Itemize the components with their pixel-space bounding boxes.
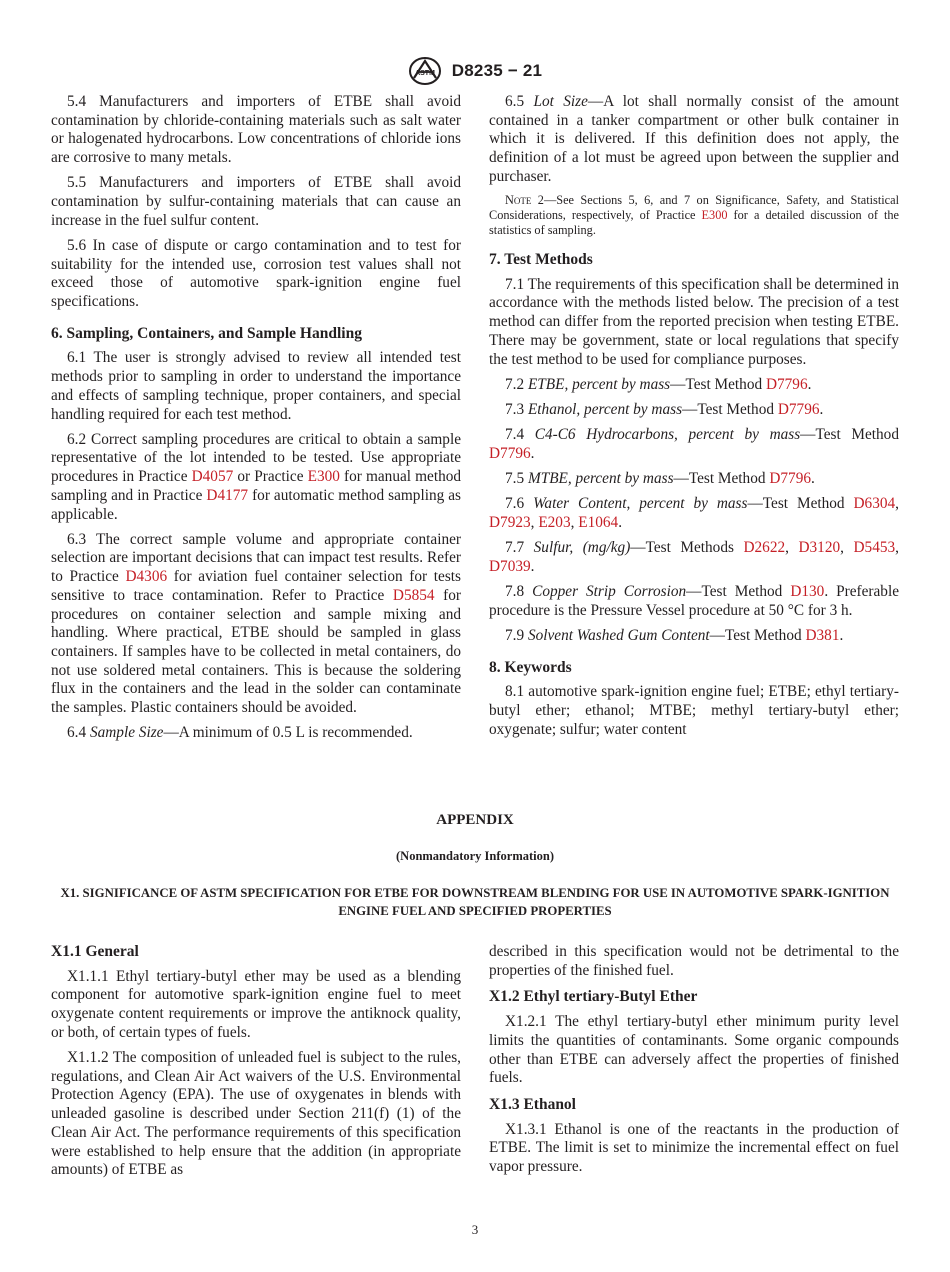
x1-2-heading: X1.2 Ethyl tertiary-Butyl Ether: [489, 988, 698, 1006]
paragraph-7-8: 7.8 Copper Strip Corrosion—Test Method D130. Preferable procedure is the Pressure Vessel procedure at 50 °C for 3 h.: [489, 583, 899, 619]
link-e300[interactable]: E300: [701, 208, 728, 223]
paragraph-6-2: 6.2 Correct sampling procedures are critical to obtain a sample representative of the lot intended to be tested. Use appropriate procedures in Practice D4057 or Practice E300 for manual method sampling and in Practice D4177 for automatic method sampling as applicable.: [51, 430, 462, 523]
link-d7923[interactable]: D7923: [489, 513, 531, 531]
paragraph-6-4: 6.4 Sample Size—A minimum of 0.5 L is recommended.: [67, 724, 413, 742]
paragraph-7-3: 7.3 Ethanol, percent by mass—Test Method D7796.: [505, 400, 824, 418]
paragraph-7-5: 7.5 MTBE, percent by mass—Test Method D7796.: [505, 470, 815, 488]
paragraph-7-9: 7.9 Solvent Washed Gum Content—Test Method D381.: [505, 626, 844, 644]
paragraph-x1-1-2: X1.1.2 The composition of unleaded fuel is subject to the rules, regulations, and Clean Air Act waivers of the U.S. Environmental Protection Agency (EPA). The use of oxygenates in blends with unleaded gasoline is described under Section 211(f) (1) of the Clean Air Act. The performance requirements of this specification were established to help ensure that the addition (in appropriate amounts) of ETBE as: [51, 1049, 461, 1179]
page-number: 3: [471, 1222, 479, 1237]
left-column: [51, 93, 461, 750]
right-column: [489, 93, 899, 746]
paragraph-x1-2-1: X1.2.1 The ethyl tertiary-butyl ether minimum purity level limits the quantities of contaminants. Some organic compounds other than ETBE can adversely affect the properties of finished fuels.: [489, 1013, 899, 1087]
link-d7796[interactable]: D7796: [769, 470, 811, 488]
svg-text:ASTM: ASTM: [414, 70, 435, 77]
link-d7796[interactable]: D7796: [777, 400, 820, 418]
link-d4177[interactable]: D4177: [206, 486, 249, 504]
link-d4057[interactable]: D4057: [191, 468, 234, 486]
link-d4306[interactable]: D4306: [125, 568, 168, 586]
paragraph-7-6: 7.6 Water Content, percent by mass—Test Method D6304, D7923, E203, E1064.: [489, 495, 899, 531]
note-2: Note 2—See Sections 5, 6, and 7 on Significance, Safety, and Statistical Considerations, respectively, of Practice E300 for a detailed discussion of the statistics of sampling.: [489, 193, 899, 238]
x1-1-heading: X1.1 General: [51, 943, 139, 960]
document-code: D8235 − 21: [451, 61, 543, 80]
link-e1064[interactable]: E1064: [578, 513, 619, 531]
paragraph-x1-1-1: X1.1.1 Ethyl tertiary-butyl ether may be used as a blending component for automotive spark-ignition engine fuel to meet oxygenate content requirements or improve the antiknock quality, or both, of certain types of fuels.: [51, 967, 461, 1041]
link-d381[interactable]: D381: [805, 626, 840, 644]
appendix-right-column: [489, 943, 899, 1183]
link-d130[interactable]: D130: [790, 583, 825, 601]
section-7-heading: 7. Test Methods: [489, 251, 593, 269]
appendix-subtitle: (Nonmandatory Information): [396, 849, 554, 863]
link-d7796[interactable]: D7796: [489, 444, 531, 462]
paragraph-7-4: 7.4 C4-C6 Hydrocarbons, percent by mass—Test Method D7796.: [489, 426, 899, 462]
paragraph-7-7: 7.7 Sulfur, (mg/kg)—Test Methods D2622, D3120, D5453, D7039.: [489, 539, 899, 575]
link-d5854[interactable]: D5854: [392, 586, 435, 604]
paragraph-6-5: 6.5 Lot Size—A lot shall normally consist of the amount contained in a tanker compartment or other bulk container in which it is delivered. If this definition does not apply, the definition of a lot must be agreed upon between the supplier and purchaser.: [489, 93, 900, 185]
paragraph-x1-1-2-continued: described in this specification would not be detrimental to the properties of the finished fuel.: [489, 943, 899, 979]
appendix-x1-title: X1. SIGNIFICANCE OF ASTM SPECIFICATION FOR ETBE FOR DOWNSTREAM BLENDING FOR USE IN AUTOMOTIVE SPARK-IGNITION ENGINE FUEL AND SPECIFIED PROPERTIES: [60, 886, 890, 919]
link-e203[interactable]: E203: [538, 513, 571, 531]
link-d3120[interactable]: D3120: [798, 539, 841, 557]
paragraph-5-4: 5.4 Manufacturers and importers of ETBE shall avoid contamination by chloride-containing materials such as salt water or halogenated hydrocarbons. Low concentrations of chloride ions are corrosive to many metals.: [51, 93, 461, 167]
paragraph-7-2: 7.2 ETBE, percent by mass—Test Method D7796.: [505, 375, 812, 393]
paragraph-5-6: 5.6 In case of dispute or cargo contamination and to test for suitability for the intended use, corrosion test values shall not exceed those of automotive spark-ignition engine fuel specifications.: [51, 236, 461, 311]
page-header: [0, 56, 950, 86]
link-d5453[interactable]: D5453: [853, 539, 896, 557]
section-6-heading: 6. Sampling, Containers, and Sample Handling: [51, 324, 362, 342]
paragraph-6-3: 6.3 The correct sample volume and appropriate container selection are important decisions that can impact test results. Refer to Practice D4306 for aviation fuel container selection for tests sensitive to trace contamination. Refer to Practice D5854 for procedures on container selection and sample mixing and handling. Where practical, ETBE should be sampled in glass containers. If samples have to be collected in metal containers, do not use soldered metal containers. This is because the soldering flux in the containers and the lead in the solder can contaminate the samples. Plastic containers should be avoided.: [51, 530, 461, 717]
paragraph-x1-3-1: X1.3.1 Ethanol is one of the reactants in the production of ETBE. The limit is set to minimize the incremental effect on fuel vapor pressure.: [489, 1120, 899, 1176]
link-d7039[interactable]: D7039: [489, 557, 531, 575]
paragraph-5-5: 5.5 Manufacturers and importers of ETBE shall avoid contamination by sulfur-containing materials that can cause an increase in the fuel sulfur content.: [51, 174, 461, 229]
paragraph-7-1: 7.1 The requirements of this specification shall be determined in accordance with the methods listed below. The precision of a test method can differ from the reported precision when testing ETBE. There may be government, state or local regulations that specify the test method to be used for compliance purposes.: [489, 275, 899, 368]
link-d6304[interactable]: D6304: [853, 495, 896, 513]
appendix-title: APPENDIX: [436, 812, 514, 828]
link-d2622[interactable]: D2622: [743, 539, 786, 557]
x1-3-heading: X1.3 Ethanol: [489, 1095, 576, 1113]
section-8-heading: 8. Keywords: [489, 658, 572, 676]
appendix-left-column: [51, 943, 461, 1186]
link-d7796[interactable]: D7796: [765, 375, 808, 393]
link-e300[interactable]: E300: [307, 468, 340, 486]
astm-logo-icon: [408, 56, 442, 86]
paragraph-8-1: 8.1 automotive spark-ignition engine fuel; ETBE; ethyl tertiary-butyl ether; ethanol; MTBE; methyl tertiary-butyl ether; oxygenate; sulfur; water content: [489, 683, 899, 738]
paragraph-6-1: 6.1 The user is strongly advised to review all intended test methods prior to sampling in order to understand the importance and effects of sampling technique, proper containers, and special handling required for each test method.: [51, 349, 461, 423]
